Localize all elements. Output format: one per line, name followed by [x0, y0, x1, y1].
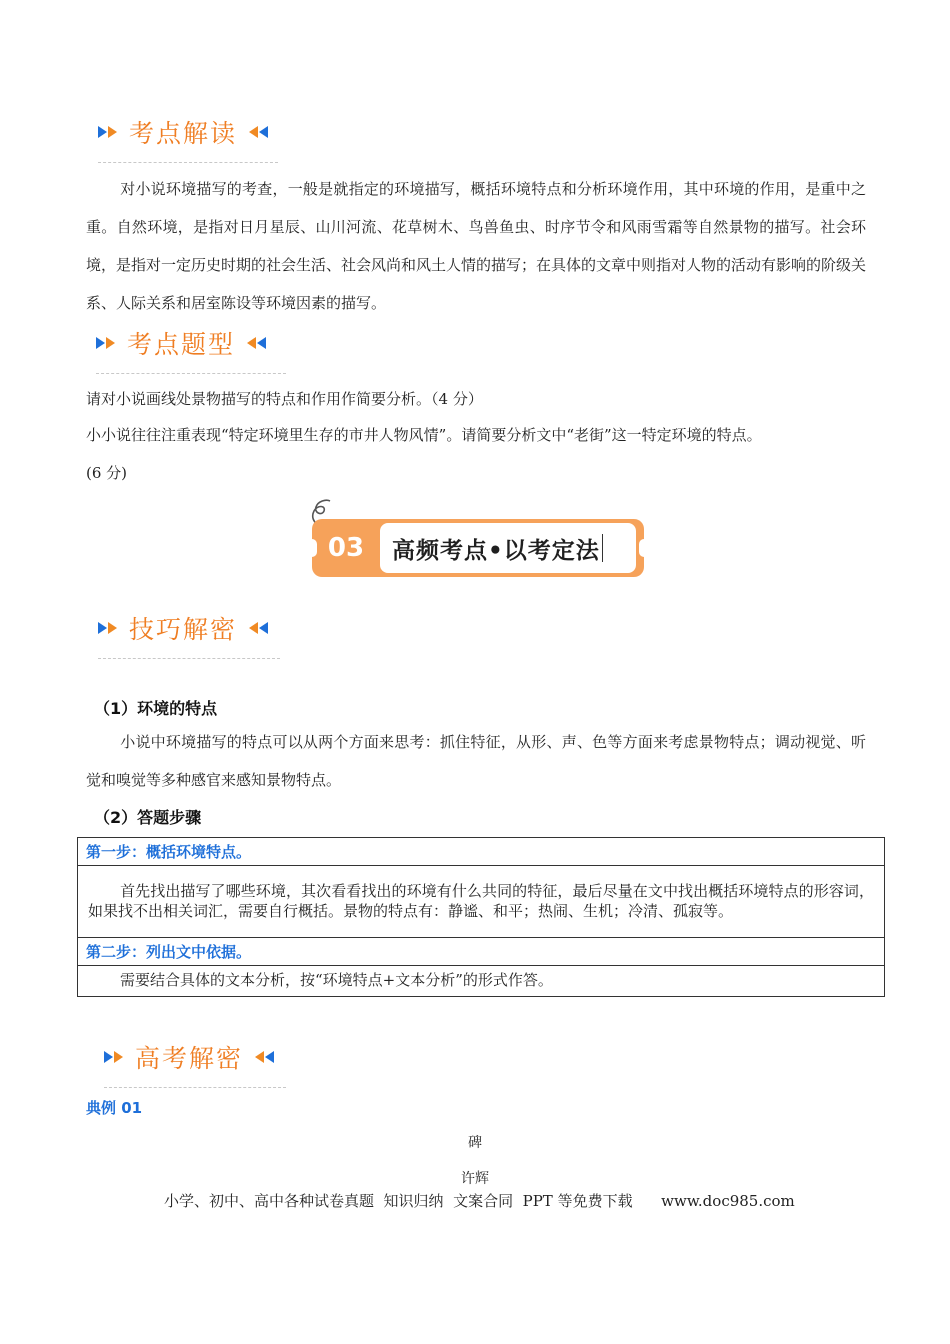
double-arrow-left-icon: [249, 622, 268, 634]
section-header-gaokao-jiemi: [104, 1036, 286, 1078]
section-header-kaodian-jiedu: [98, 111, 278, 153]
question-2: 小小说往往注重表现“特定环境里生存的市井人物风情”。请简要分析文中“老街”这一特定环境的特点。: [86, 426, 762, 444]
banner-title: 高频考点•以考定法: [392, 537, 600, 564]
double-arrow-left-icon: [249, 126, 268, 138]
question-1: 请对小说画线处景物描写的特点和作用作简要分析。（4 分）: [86, 390, 483, 408]
double-arrow-right-icon: [104, 1051, 123, 1063]
page-footer: 小学、初中、高中各种试卷真题 知识归纳 文案合同 PPT 等免费下载 www.doc985.com: [164, 1192, 795, 1210]
subheading-answer-steps: （2）答题步骤: [94, 808, 202, 827]
section-title: 高考解密: [135, 1044, 244, 1073]
dashed-underline: [98, 162, 278, 163]
section-title: 技巧解密: [129, 615, 238, 644]
double-arrow-left-icon: [247, 337, 266, 349]
section-title: 考点题型: [127, 330, 236, 359]
text-cursor: [602, 534, 603, 562]
step-2-text: 需要结合具体的文本分析，按“环境特点+文本分析”的形式作答。: [78, 966, 885, 997]
double-arrow-right-icon: [98, 126, 117, 138]
dashed-underline: [96, 373, 286, 374]
section-banner: [312, 519, 644, 577]
double-arrow-right-icon: [98, 622, 117, 634]
banner-number: 03: [327, 533, 365, 563]
step-1-text: 首先找出描写了哪些环境，其次看看找出的环境有什么共同的特征，最后尽量在文中找出概括环境特点的形容词，如果找不出相关词汇，需要自行概括。景物的特点有：静谧、和平；热闹、生机；冷清、孤寂等。: [78, 866, 885, 938]
intro-paragraph: 对小说环境描写的考查，一般是就指定的环境描写，概括环境特点和分析环境作用，其中环境的作用，是重中之重。自然环境，是指对日月星辰、山川河流、花草树木、鸟兽鱼虫、时序节令和风雨雪霜等自然景物的描写。社会环境，是指对一定历史时期的社会生活、社会风尚和风土人情的描写；在具体的文章中则指对人物的活动有影响的阶级关系、人际关系和居室陈设等环境因素的描写。: [86, 180, 867, 312]
dashed-underline: [98, 658, 280, 659]
story-author: 许辉: [461, 1171, 489, 1187]
step-1-title: 第一步：概括环境特点。: [78, 838, 885, 866]
dashed-underline: [104, 1087, 286, 1088]
section-header-jiqiao-jiemi: [98, 607, 280, 649]
subheading-environment-features: （1）环境的特点: [94, 699, 218, 718]
section-header-kaodian-tixing: [96, 322, 286, 364]
double-arrow-right-icon: [96, 337, 115, 349]
environment-features-paragraph: 小说中环境描写的特点可以从两个方面来思考：抓住特征，从形、声、色等方面来考虑景物特点；调动视觉、听觉和嗅觉等多种感官来感知景物特点。: [86, 733, 866, 789]
answer-steps-table: [77, 837, 885, 997]
example-label: 典例 01: [86, 1099, 143, 1117]
story-title: 碑: [468, 1135, 482, 1151]
section-title: 考点解读: [129, 119, 238, 148]
double-arrow-left-icon: [255, 1051, 274, 1063]
step-2-title: 第二步：列出文中依据。: [78, 938, 885, 966]
question-2-score: (6 分): [86, 464, 128, 482]
